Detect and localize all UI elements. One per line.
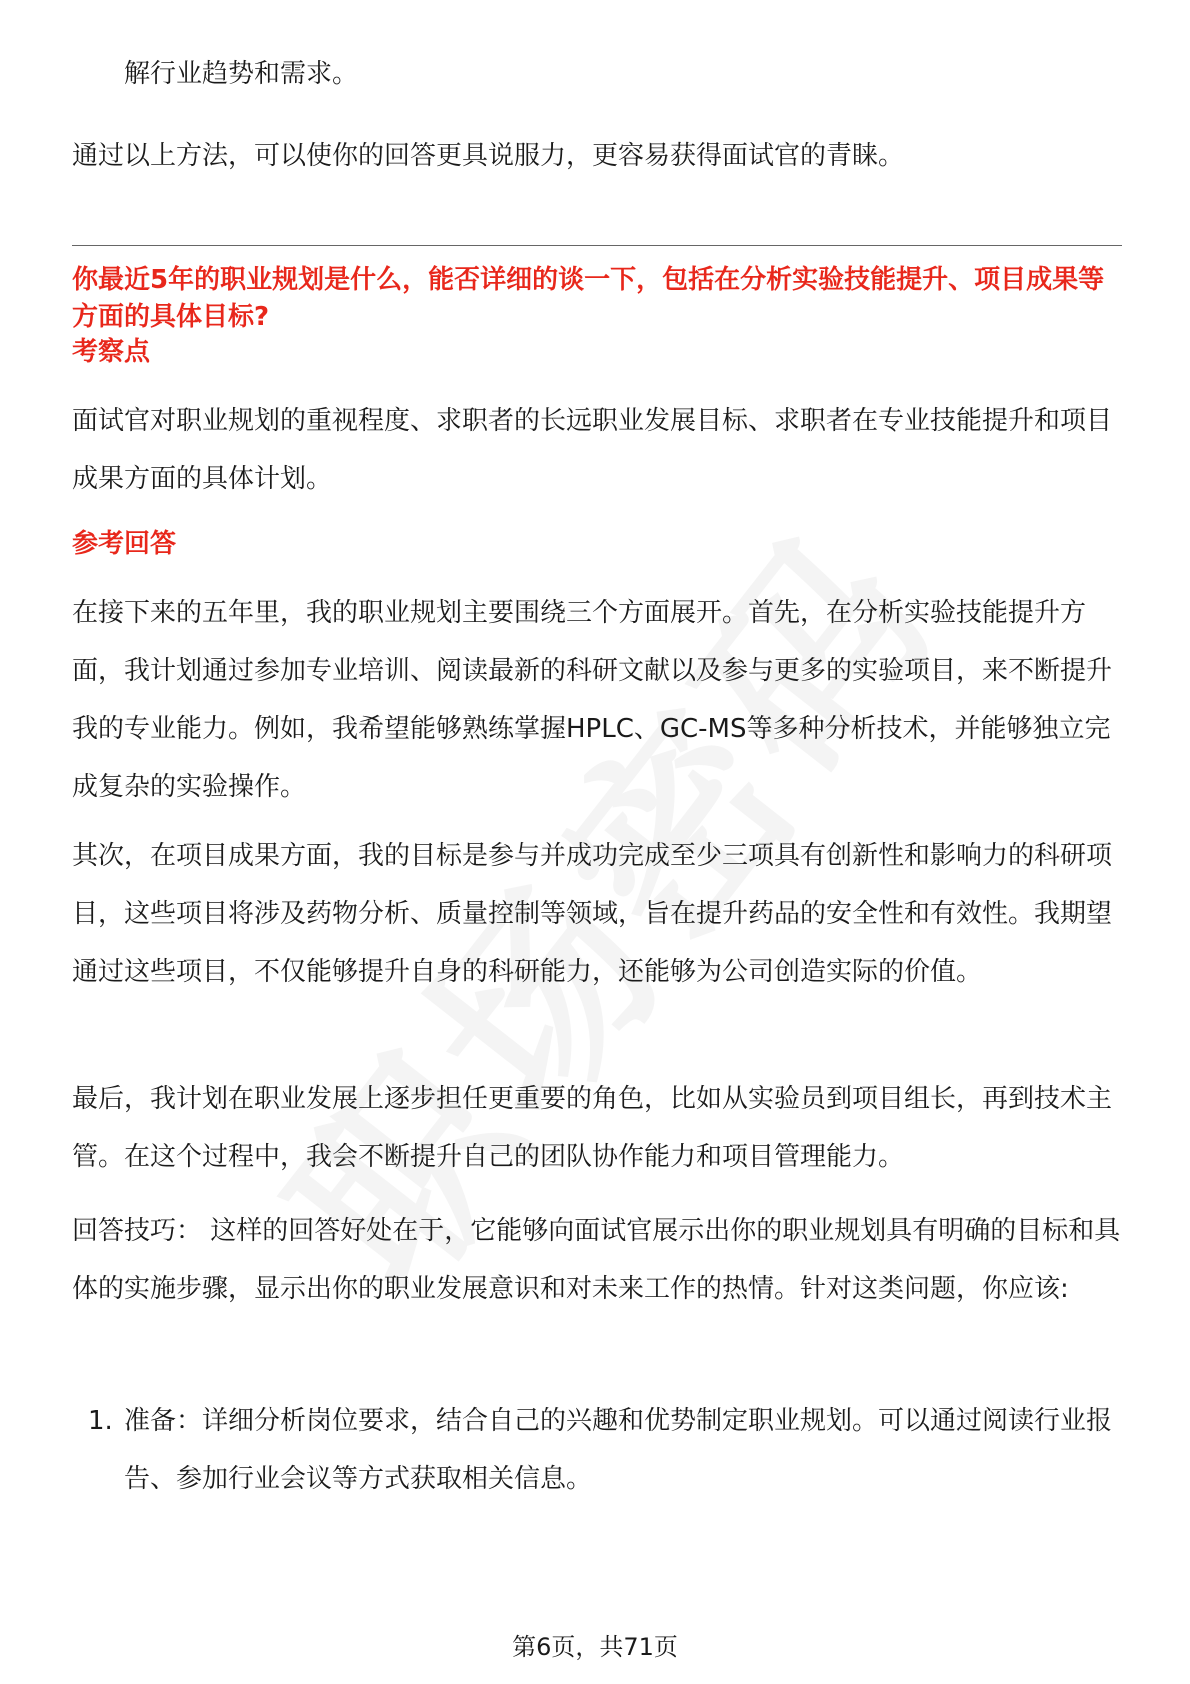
question-heading: 你最近5年的职业规划是什么，能否详细的谈一下，包括在分析实验技能提升、项目成果等方面的具体目标? (72, 265, 1105, 332)
list-item-number: 1. (88, 1406, 113, 1436)
answer-heading: 参考回答 (72, 529, 177, 559)
answer-paragraph-1: 在接下来的五年里，我的职业规划主要围绕三个方面展开。首先，在分析实验技能提升方面，我计划通过参加专业培训、阅读最新的科研文献以及参与更多的实验项目，来不断提升我的专业能力。例如，我希望能够熟练掌握HPLC、GC-MS等多种分析技术，并能够独立完成复杂的实验操作。 (72, 598, 1113, 802)
previous-conclusion: 通过以上方法，可以使你的回答更具说服力，更容易获得面试官的青睐。 (72, 141, 905, 171)
focus-text: 面试官对职业规划的重视程度、求职者的长远职业发展目标、求职者在专业技能提升和项目成果方面的具体计划。 (72, 406, 1113, 494)
answer-paragraph-3: 最后，我计划在职业发展上逐步担任更重要的角色，比如从实验员到项目组长，再到技术主管。在这个过程中，我会不断提升自己的团队协作能力和项目管理能力。 (72, 1084, 1113, 1172)
tips-text: 回答技巧： 这样的回答好处在于，它能够向面试官展示出你的职业规划具有明确的目标和具体的实施步骤，显示出你的职业发展意识和对未来工作的热情。针对这类问题，你应该: (72, 1216, 1121, 1304)
focus-heading: 考察点 (72, 337, 151, 367)
previous-list-item-tail: 解行业趋势和需求。 (124, 59, 359, 89)
page-footer: 第6页，共71页 (512, 1633, 678, 1661)
list-item-text: 准备：详细分析岗位要求，结合自己的兴趣和优势制定职业规划。可以通过阅读行业报告、参加行业会议等方式获取相关信息。 (124, 1406, 1113, 1494)
answer-paragraph-2: 其次，在项目成果方面，我的目标是参与并成功完成至少三项具有创新性和影响力的科研项目，这些项目将涉及药物分析、质量控制等领域，旨在提升药品的安全性和有效性。我期望通过这些项目，不仅能够提升自身的科研能力，还能够为公司创造实际的价值。 (72, 841, 1113, 987)
section-divider (72, 245, 1122, 246)
